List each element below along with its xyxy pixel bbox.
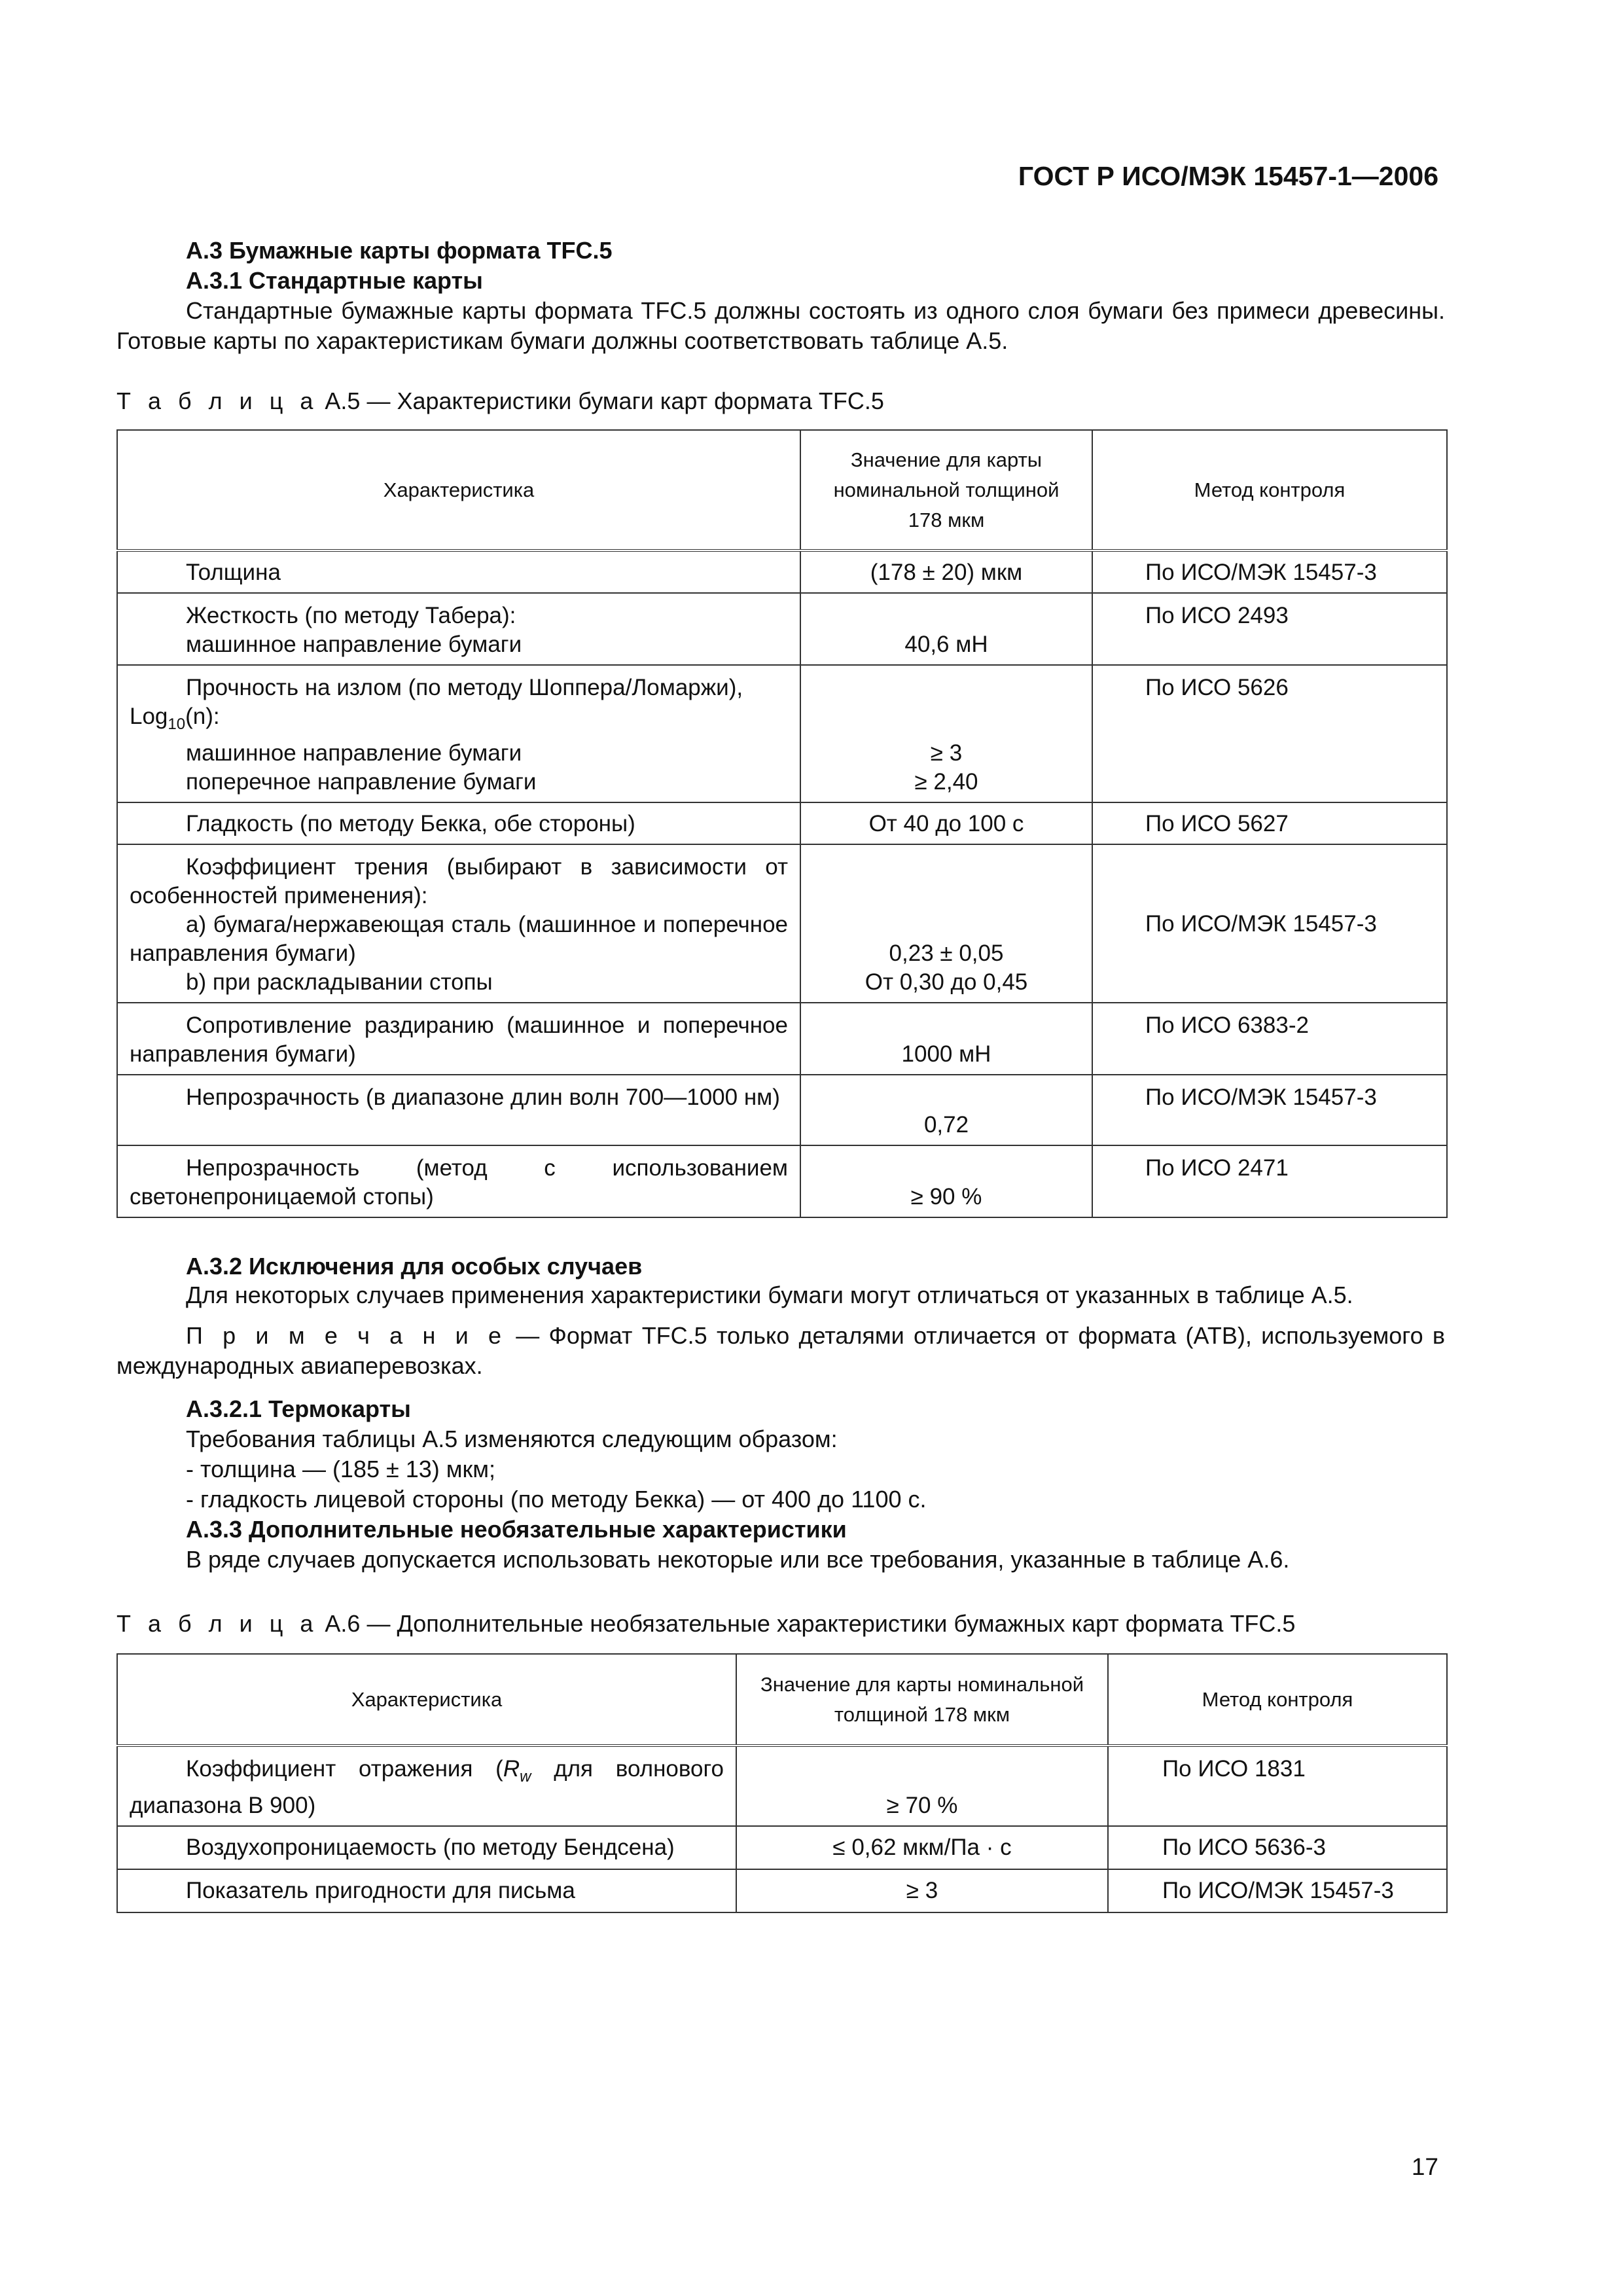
table-row: Гладкость (по методу Бекка, обе стороны) От 40 до 100 с По ИСО 5627 [117,802,1447,844]
table6-caption [116,1610,1295,1638]
section-a31-text: Стандартные бумажные карты формата TFC.5 должны состоять из одного слоя бумаги без примеси древесины. Готовые карты по характеристикам бумаги должны соответствовать таблице А.5. [116,297,1445,354]
section-a33-title: А.3.3 Дополнительные необязательные характеристики [186,1516,847,1543]
note-text: — Формат TFC.5 только деталями отличается от формата (ATB), используемого в международных авиаперевозках. [116,1322,1445,1379]
table-row: Прочность на излом (по методу Шоппера/Ломаржи), Log$_{10}$(n): машинное направление бумаги поперечное направление бумаги ≥ 3 ≥ 2,40 По ИСО 5626 [117,665,1447,802]
table-row: Непрозрачность (в диапазоне длин волн 700—1000 нм) 0,72 По ИСО/МЭК 15457-3 [117,1075,1447,1145]
table6-label: Т а б л и ц а [116,1610,319,1637]
document-header: ГОСТ Р ИСО/МЭК 15457-1—2006 [1018,161,1438,191]
table5-caption [116,387,884,415]
table6-caption-text: А.6 — Дополнительные необязательные характеристики бумажных карт формата TFC.5 [318,1610,1296,1637]
section-a321-item-1: - толщина — (185 ± 13) мкм; [186,1456,496,1482]
table6-header-value: Значение для карты номинальной толщиной 178 мкм [736,1654,1108,1746]
page-number: 17 [1411,2153,1438,2180]
table5-label: Т а б л и ц а [116,387,319,414]
section-a321-item-2: - гладкость лицевой стороны (по методу Бекка) — от 400 до 1100 с. [186,1486,927,1513]
table-a6 [116,1653,1448,1913]
section-a32-title: А.3.2 Исключения для особых случаев [186,1253,643,1280]
note-label: П р и м е ч а н и е [186,1322,507,1349]
table5-header-value: Значение для карты номинальной толщиной 178 мкм [800,430,1092,550]
note [116,1321,1445,1381]
table-row: Непрозрачность (метод с использованием светонепроницаемой стопы) ≥ 90 % По ИСО 2471 [117,1145,1447,1217]
table-row: Коэффициент отражения ($R_w$ для волнового диапазона В 900) ≥ 70 % По ИСО 1831 [117,1746,1447,1826]
table6-header-method: Метод контроля [1108,1654,1447,1746]
section-a321-intro: Требования таблицы А.5 изменяются следующим образом: [186,1426,838,1452]
table-row: Воздухопроницаемость (по методу Бендсена) ≤ 0,62 мкм/Па · с По ИСО 5636-3 [117,1826,1447,1869]
table6-header-characteristic: Характеристика [117,1654,736,1746]
section-a32-text: Для некоторых случаев применения характеристики бумаги могут отличаться от указанных в таблице А.5. [186,1282,1353,1308]
table-row: Толщина (178 ± 20) мкм По ИСО/МЭК 15457-3 [117,550,1447,593]
table5-caption-text: А.5 — Характеристики бумаги карт формата TFC.5 [318,387,884,414]
section-a31-title: А.3.1 Стандартные карты [186,267,483,294]
table-row: Жесткость (по методу Табера): машинное направление бумаги 40,6 мН По ИСО 2493 [117,593,1447,665]
table-a5 [116,429,1448,1218]
section-a33-text: В ряде случаев допускается использовать некоторые или все требования, указанные в таблице А.6. [186,1546,1290,1573]
section-a321-title: А.3.2.1 Термокарты [186,1395,411,1422]
table-row: Показатель пригодности для письма ≥ 3 По ИСО/МЭК 15457-3 [117,1869,1447,1912]
table5-header-characteristic: Характеристика [117,430,800,550]
table-row: Коэффициент трения (выбирают в зависимости от особенностей применения): a) бумага/нержавеющая сталь (машинное и поперечное направления бумаги) b) при раскладывании стопы 0,23 ± 0,05 От 0,30 до 0,45 По ИСО/МЭК 15457-3 [117,844,1447,1003]
section-a3-title: А.3 Бумажные карты формата TFC.5 [186,237,613,264]
table5-header-method: Метод контроля [1092,430,1447,550]
table-row: Сопротивление раздиранию (машинное и поперечное направления бумаги) 1000 мН По ИСО 6383-2 [117,1003,1447,1075]
